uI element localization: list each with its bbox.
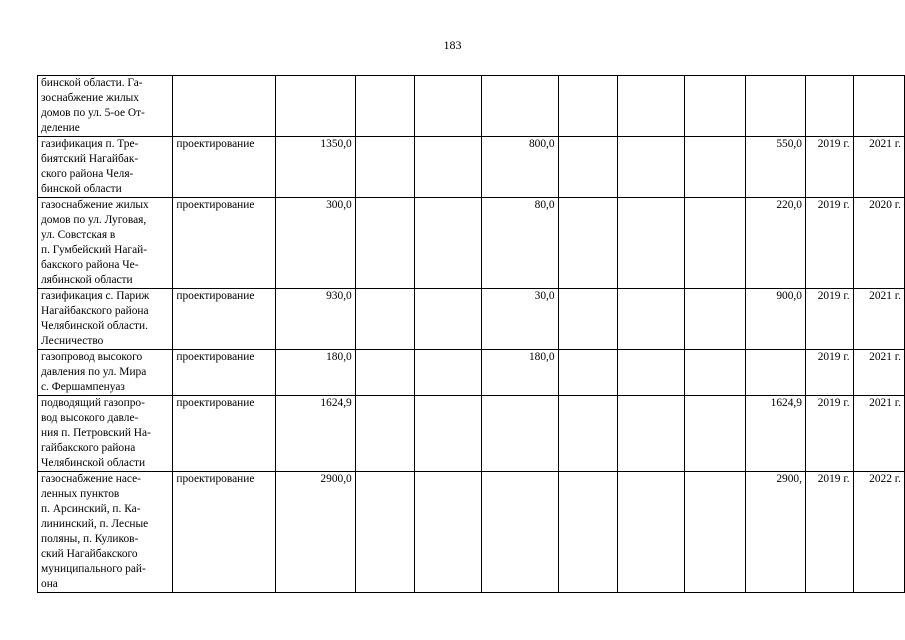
description-line: вод высокого давле-	[41, 412, 139, 424]
table-row	[38, 76, 905, 137]
description-line: подводящий газопро-	[41, 397, 145, 409]
funding-cell	[355, 76, 414, 137]
funding-cell	[558, 289, 617, 350]
description-line: ский Нагайбакского	[41, 548, 138, 560]
funding-cell	[617, 198, 684, 289]
object-description-cell	[38, 472, 173, 593]
funding-cell	[558, 198, 617, 289]
description-line: бинской области	[41, 183, 122, 195]
end-year-cell: 2022 г.	[853, 472, 904, 593]
object-description-cell	[38, 289, 173, 350]
description-line: лябинской области	[41, 274, 133, 286]
description-line: зоснабжение жилых	[41, 92, 139, 104]
total-cost-cell: 930,0	[275, 289, 355, 350]
funding-cell	[617, 350, 684, 396]
description-line: муниципального рай-	[41, 563, 146, 575]
description-line: бакского района Че-	[41, 259, 139, 271]
description-line: домов по ул. 5-ое От-	[41, 107, 145, 119]
funding-cell: 220,0	[745, 198, 805, 289]
object-description-cell	[38, 198, 173, 289]
start-year-cell: 2019 г.	[805, 198, 853, 289]
funding-cell	[414, 76, 481, 137]
end-year-cell	[853, 76, 904, 137]
description-line: ул. Совстская в	[41, 229, 116, 241]
funding-cell	[558, 350, 617, 396]
funding-cell	[684, 137, 745, 198]
end-year-cell: 2021 г.	[853, 289, 904, 350]
funding-cell	[414, 350, 481, 396]
funding-cell: 180,0	[482, 350, 559, 396]
stage-cell: проектирование	[173, 472, 276, 593]
funding-cell	[355, 396, 414, 472]
description-line: Лесничество	[41, 335, 104, 347]
start-year-cell: 2019 г.	[805, 350, 853, 396]
funding-cell	[355, 472, 414, 593]
funding-cell	[617, 137, 684, 198]
funding-cell	[684, 198, 745, 289]
object-description-cell	[38, 350, 173, 396]
end-year-cell: 2021 г.	[853, 137, 904, 198]
total-cost-cell: 1350,0	[275, 137, 355, 198]
table-row	[38, 472, 905, 593]
funding-cell: 900,0	[745, 289, 805, 350]
funding-cell	[414, 472, 481, 593]
data-table	[37, 75, 905, 593]
funding-cell	[684, 76, 745, 137]
stage-cell: проектирование	[173, 137, 276, 198]
stage-cell: проектирование	[173, 198, 276, 289]
description-line: бинской области. Га-	[41, 77, 143, 89]
funding-cell	[355, 198, 414, 289]
start-year-cell: 2019 г.	[805, 289, 853, 350]
total-cost-cell: 1624,9	[275, 396, 355, 472]
funding-cell	[355, 137, 414, 198]
description-line: лининский, п. Лесные	[41, 518, 149, 530]
description-line: газоснабжение жилых	[41, 199, 149, 211]
funding-cell	[558, 137, 617, 198]
funding-cell	[414, 137, 481, 198]
funding-cell	[558, 472, 617, 593]
description-line: п. Гумбейский Нагай-	[41, 244, 148, 256]
description-line: ния п. Петровский На-	[41, 427, 151, 439]
total-cost-cell: 180,0	[275, 350, 355, 396]
funding-cell	[558, 396, 617, 472]
funding-cell	[617, 76, 684, 137]
description-line: Челябинской области	[41, 457, 146, 469]
funding-cell: 30,0	[482, 289, 559, 350]
stage-cell: проектирование	[173, 350, 276, 396]
description-line: ского района Челя-	[41, 168, 134, 180]
funding-cell	[482, 76, 559, 137]
funding-cell	[745, 76, 805, 137]
description-line: она	[41, 578, 58, 590]
start-year-cell: 2019 г.	[805, 396, 853, 472]
table-row	[38, 289, 905, 350]
description-line: газификация п. Тре-	[41, 138, 139, 150]
object-description-cell	[38, 137, 173, 198]
funding-cell	[558, 76, 617, 137]
description-line: домов по ул. Луговая,	[41, 214, 147, 226]
funding-cell	[617, 396, 684, 472]
start-year-cell: 2019 г.	[805, 137, 853, 198]
description-line: Нагайбакского района	[41, 305, 149, 317]
funding-cell	[482, 396, 559, 472]
total-cost-cell: 2900,0	[275, 472, 355, 593]
funding-cell	[414, 396, 481, 472]
description-line: давления по ул. Мира	[41, 366, 147, 378]
end-year-cell: 2021 г.	[853, 396, 904, 472]
funding-cell: 80,0	[482, 198, 559, 289]
funding-cell	[617, 472, 684, 593]
description-line: поляны, п. Куликов-	[41, 533, 139, 545]
funding-cell: 2900,	[745, 472, 805, 593]
description-line: с. Фершампенуаз	[41, 381, 125, 393]
object-description-cell	[38, 76, 173, 137]
stage-cell	[173, 76, 276, 137]
table-row	[38, 350, 905, 396]
total-cost-cell: 300,0	[275, 198, 355, 289]
stage-cell: проектирование	[173, 396, 276, 472]
funding-cell	[414, 198, 481, 289]
description-line: п. Арсинский, п. Ка-	[41, 503, 141, 515]
funding-cell	[355, 289, 414, 350]
object-description-cell	[38, 396, 173, 472]
table-row	[38, 396, 905, 472]
funding-cell: 1624,9	[745, 396, 805, 472]
funding-cell	[355, 350, 414, 396]
end-year-cell: 2020 г.	[853, 198, 904, 289]
funding-cell: 550,0	[745, 137, 805, 198]
funding-cell	[745, 350, 805, 396]
description-line: газоснабжение насе-	[41, 473, 141, 485]
description-line: Челябинской области.	[41, 320, 148, 332]
stage-cell: проектирование	[173, 289, 276, 350]
funding-cell	[684, 396, 745, 472]
table-row	[38, 198, 905, 289]
funding-cell	[414, 289, 481, 350]
funding-cell	[482, 472, 559, 593]
start-year-cell	[805, 76, 853, 137]
end-year-cell: 2021 г.	[853, 350, 904, 396]
description-line: деление	[41, 122, 80, 134]
description-line: газопровод высокого	[41, 351, 143, 363]
funding-cell: 800,0	[482, 137, 559, 198]
description-line: гайбакского района	[41, 442, 136, 454]
table-row	[38, 137, 905, 198]
start-year-cell: 2019 г.	[805, 472, 853, 593]
description-line: биятский Нагайбак-	[41, 153, 139, 165]
table-body	[38, 76, 905, 593]
total-cost-cell	[275, 76, 355, 137]
description-line: газификация с. Париж	[41, 290, 150, 302]
funding-cell	[684, 350, 745, 396]
description-line: ленных пунктов	[41, 488, 120, 500]
page-number: 183	[443, 38, 462, 52]
funding-cell	[617, 289, 684, 350]
funding-cell	[684, 472, 745, 593]
funding-cell	[684, 289, 745, 350]
